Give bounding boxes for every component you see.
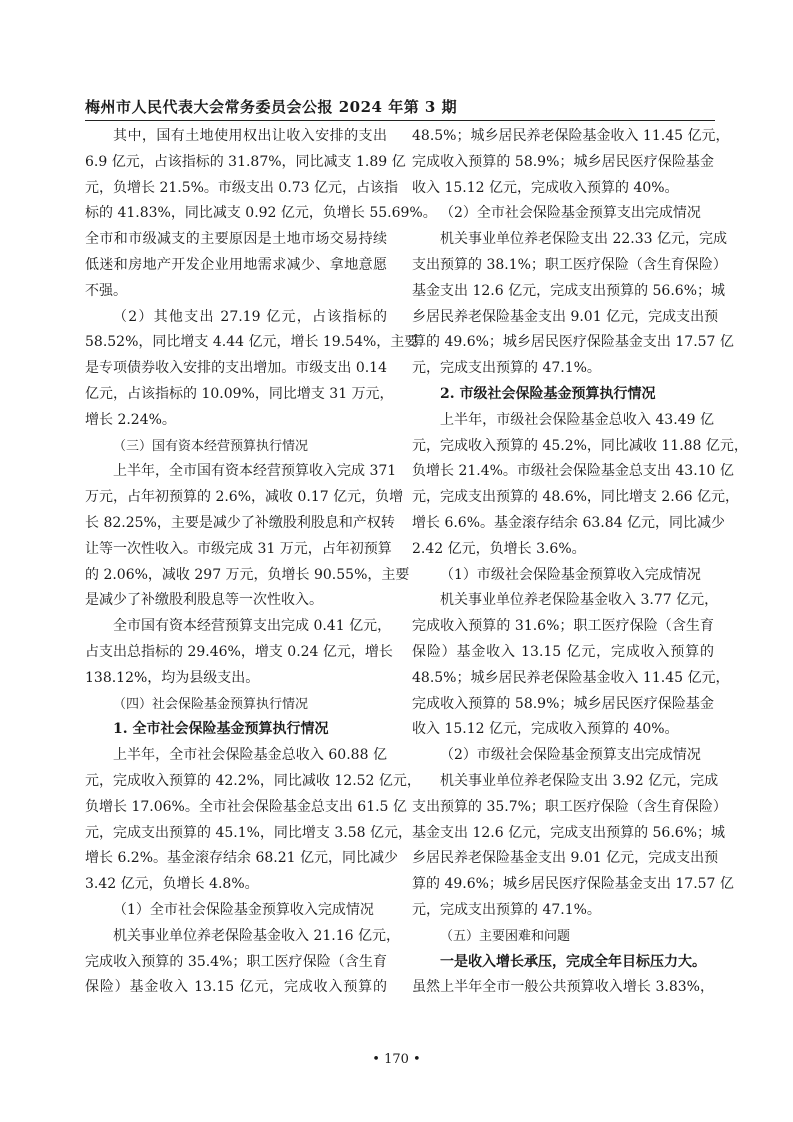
text-line: 上半年，全市国有资本经营预算收入完成 371 bbox=[113, 463, 397, 480]
text-line: 负增长 21.4%。市级社会保险基金总支出 43.10 亿 bbox=[412, 463, 734, 480]
text-line: 是减少了补缴股利股息等一次性收入。 bbox=[85, 592, 323, 609]
text-line: 虽然上半年全市一般公共预算收入增长 3.83%， bbox=[412, 979, 714, 996]
text-line: 保险）基金收入 13.15 亿元，完成收入预算的 bbox=[412, 643, 714, 660]
text-line: 算的 49.6%；城乡居民医疗保险基金支出 17.57 亿 bbox=[412, 876, 734, 893]
text-line: （1）市级社会保险基金预算收入完成情况 bbox=[440, 566, 701, 583]
text-line: 亿元，占该指标的 10.09%，同比增支 31 万元， bbox=[85, 385, 394, 402]
text-line: 收入 15.12 亿元，完成收入预算的 40%。 bbox=[412, 179, 679, 196]
text-line: 基金支出 12.6 亿元，完成支出预算的 56.6%；城 bbox=[412, 282, 725, 299]
text-line: 基金支出 12.6 亿元，完成支出预算的 56.6%；城 bbox=[412, 824, 725, 841]
text-line: 元，完成支出预算的 47.1%。 bbox=[412, 901, 601, 918]
text-line: 乡居民养老保险基金支出 9.01 亿元，完成支出预 bbox=[412, 850, 719, 867]
text-line: 增长 6.6%。基金滚存结余 63.84 亿元，同比减少 bbox=[412, 514, 725, 531]
text-line: （五）主要困难和问题 bbox=[440, 928, 571, 944]
text-line: 低迷和房地产开发企业用地需求减少、拿地意愿 bbox=[85, 256, 387, 273]
text-line: 其中，国有土地使用权出让收入安排的支出 bbox=[113, 128, 387, 144]
text-line: （三）国有资本经营预算执行情况 bbox=[113, 438, 309, 454]
text-line: （2）市级社会保险基金预算支出完成情况 bbox=[440, 747, 701, 764]
page-number: • 170 • bbox=[372, 1052, 421, 1067]
journal-title: 梅州市人民代表大会常务委员会公报 2024 年第 3 期 bbox=[85, 98, 458, 116]
text-line: 6.9 亿元，占该指标的 31.87%，同比减支 1.89 亿 bbox=[85, 153, 406, 170]
text-line: 元，完成支出预算的 45.1%，同比增支 3.58 亿元， bbox=[85, 824, 412, 841]
text-line: 长 82.25%，主要是减少了补缴股利股息和产权转 bbox=[85, 514, 395, 531]
text-line: 全市和市级减支的主要原因是土地市场交易持续 bbox=[85, 231, 387, 248]
text-line: 算的 49.6%；城乡居民医疗保险基金支出 17.57 亿 bbox=[412, 334, 734, 351]
text-line: 占支出总指标的 29.46%，增支 0.24 亿元，增长 bbox=[85, 643, 393, 660]
text-line: 3.42 亿元，负增长 4.8%。 bbox=[85, 876, 259, 893]
text-line: 机关事业单位养老保险支出 22.33 亿元，完成 bbox=[440, 231, 727, 248]
text-line: 支出预算的 35.7%；职工医疗保险（含生育保险） bbox=[412, 798, 727, 815]
text-line: 完成收入预算的 31.6%；职工医疗保险（含生育 bbox=[412, 618, 714, 635]
text-line: 支出预算的 38.1%；职工医疗保险（含生育保险） bbox=[412, 256, 727, 273]
text-line: 的 2.06%，减收 297 万元，负增长 90.55%，主要 bbox=[85, 566, 410, 583]
text-line: 增长 2.24%。 bbox=[85, 411, 176, 428]
text-line: 完成收入预算的 58.9%；城乡居民医疗保险基金 bbox=[412, 695, 714, 712]
text-line: 58.52%，同比增支 4.44 亿元，增长 19.54%，主要 bbox=[85, 334, 419, 351]
text-line: 元，完成支出预算的 47.1%。 bbox=[412, 360, 601, 377]
text-line: 2. 市级社会保险基金预算执行情况 bbox=[440, 385, 656, 402]
text-line: 乡居民养老保险基金支出 9.01 亿元，完成支出预 bbox=[412, 308, 719, 325]
text-line: 全市国有资本经营预算支出完成 0.41 亿元， bbox=[113, 618, 392, 635]
text-line: 收入 15.12 亿元，完成收入预算的 40%。 bbox=[412, 721, 679, 738]
text-line: （1）全市社会保险基金预算收入完成情况 bbox=[113, 901, 374, 918]
text-line: （2）其他支出 27.19 亿元，占该指标的 bbox=[113, 308, 387, 325]
text-line: 增长 6.2%。基金滚存结余 68.21 亿元，同比减少 bbox=[85, 850, 398, 867]
text-line: 1. 全市社会保险基金预算执行情况 bbox=[113, 721, 329, 738]
text-line: 机关事业单位养老保险支出 3.92 亿元，完成 bbox=[440, 772, 719, 789]
text-line: 一是收入增长承压，完成全年目标压力大。 bbox=[440, 953, 706, 970]
text-line: 元，负增长 21.5%。市级支出 0.73 亿元，占该指 bbox=[85, 179, 398, 196]
journal-header bbox=[85, 96, 715, 118]
text-line: 万元，占年初预算的 2.6%，减收 0.17 亿元，负增 bbox=[85, 489, 404, 506]
text-line: 完成收入预算的 58.9%；城乡居民医疗保险基金 bbox=[412, 153, 714, 170]
text-line: 48.5%；城乡居民养老保险基金收入 11.45 亿元， bbox=[412, 128, 730, 144]
text-line: 机关事业单位养老保险基金收入 21.16 亿元， bbox=[113, 927, 400, 944]
text-line: （2）全市社会保险基金预算支出完成情况 bbox=[440, 205, 701, 222]
text-line: （四）社会保险基金预算执行情况 bbox=[113, 696, 309, 712]
right-column bbox=[412, 124, 748, 1001]
text-line: 不强。 bbox=[85, 282, 127, 299]
text-line: 让等一次性收入。市级完成 31 万元，占年初预算 bbox=[85, 540, 392, 557]
text-line: 标的 41.83%，同比减支 0.92 亿元，负增长 55.69%。 bbox=[85, 205, 437, 222]
text-line: 机关事业单位养老保险基金收入 3.77 亿元， bbox=[440, 592, 719, 609]
text-line: 138.12%，均为县级支出。 bbox=[85, 669, 260, 686]
text-line: 保险）基金收入 13.15 亿元，完成收入预算的 bbox=[85, 979, 387, 996]
text-line: 元，完成支出预算的 48.6%，同比增支 2.66 亿元， bbox=[412, 489, 739, 506]
text-line: 完成收入预算的 35.4%；职工医疗保险（含生育 bbox=[85, 953, 387, 970]
text-line: 元，完成收入预算的 45.2%，同比减收 11.88 亿元， bbox=[412, 437, 748, 454]
text-line: 上半年，全市社会保险基金总收入 60.88 亿 bbox=[113, 747, 387, 764]
text-line: 48.5%；城乡居民养老保险基金收入 11.45 亿元， bbox=[412, 669, 730, 686]
text-line: 是专项债券收入安排的支出增加。市级支出 0.14 bbox=[85, 360, 387, 377]
text-line: 元，完成收入预算的 42.2%，同比减收 12.52 亿元， bbox=[85, 772, 421, 789]
left-column bbox=[85, 124, 437, 1001]
text-line: 2.42 亿元，负增长 3.6%。 bbox=[412, 540, 586, 557]
header-rule bbox=[85, 120, 715, 121]
text-line: 上半年，市级社会保险基金总收入 43.49 亿 bbox=[440, 411, 714, 428]
text-line: 负增长 17.06%。全市社会保险基金总支出 61.5 亿 bbox=[85, 798, 407, 815]
